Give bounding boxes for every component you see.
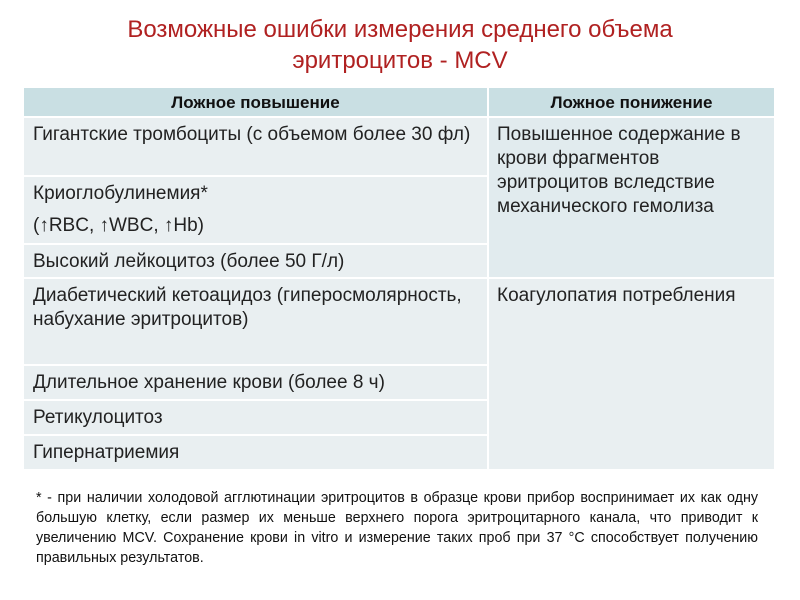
cryoglobulinemia-label: Криоглобулинемия* [33, 183, 208, 204]
header-false-increase: Ложное повышение [24, 88, 489, 118]
mcv-errors-table [24, 88, 774, 471]
cell-cryoglobulinemia [24, 177, 489, 245]
cell-consumption-coagulopathy: Коагулопатия потребления [489, 279, 774, 471]
table-header-row [24, 88, 774, 118]
table-row [24, 118, 774, 177]
cryoglobulinemia-effects: (↑RBC, ↑WBC, ↑Hb) [33, 215, 204, 236]
cell-long-storage: Длительное хранение крови (более 8 ч) [24, 366, 489, 401]
cell-hypernatremia: Гипернатриемия [24, 436, 489, 471]
cell-reticulocytosis: Ретикулоцитоз [24, 401, 489, 436]
cell-diabetic-ketoacidosis: Диабетический кетоацидоз (гиперосмолярность, набухание эритроцитов) [24, 279, 489, 366]
page-title [0, 14, 800, 76]
cell-rbc-fragments: Повышенное содержание в крови фрагментов эритроцитов вследствие механического гемолиза [489, 118, 774, 279]
header-false-decrease: Ложное понижение [489, 88, 774, 118]
cell-giant-platelets: Гигантские тромбоциты (с объемом более 30 фл) [24, 118, 489, 177]
title-line-2: эритроцитов - MCV [292, 47, 508, 74]
cell-high-leukocytosis: Высокий лейкоцитоз (более 50 Г/л) [24, 245, 489, 279]
table-row [24, 279, 774, 366]
footnote: * - при наличии холодовой агглютинации эритроцитов в образце крови прибор воспринимает их как одну большую клетку, если размер их меньше верхнего порога эритроцитарного канала, что приводит к увеличению MCV. Сохранение крови in vitro и измерение таких проб при 37 °С способствует получению правильных результатов. [36, 490, 758, 566]
title-line-1: Возможные ошибки измерения среднего объема [127, 16, 673, 43]
